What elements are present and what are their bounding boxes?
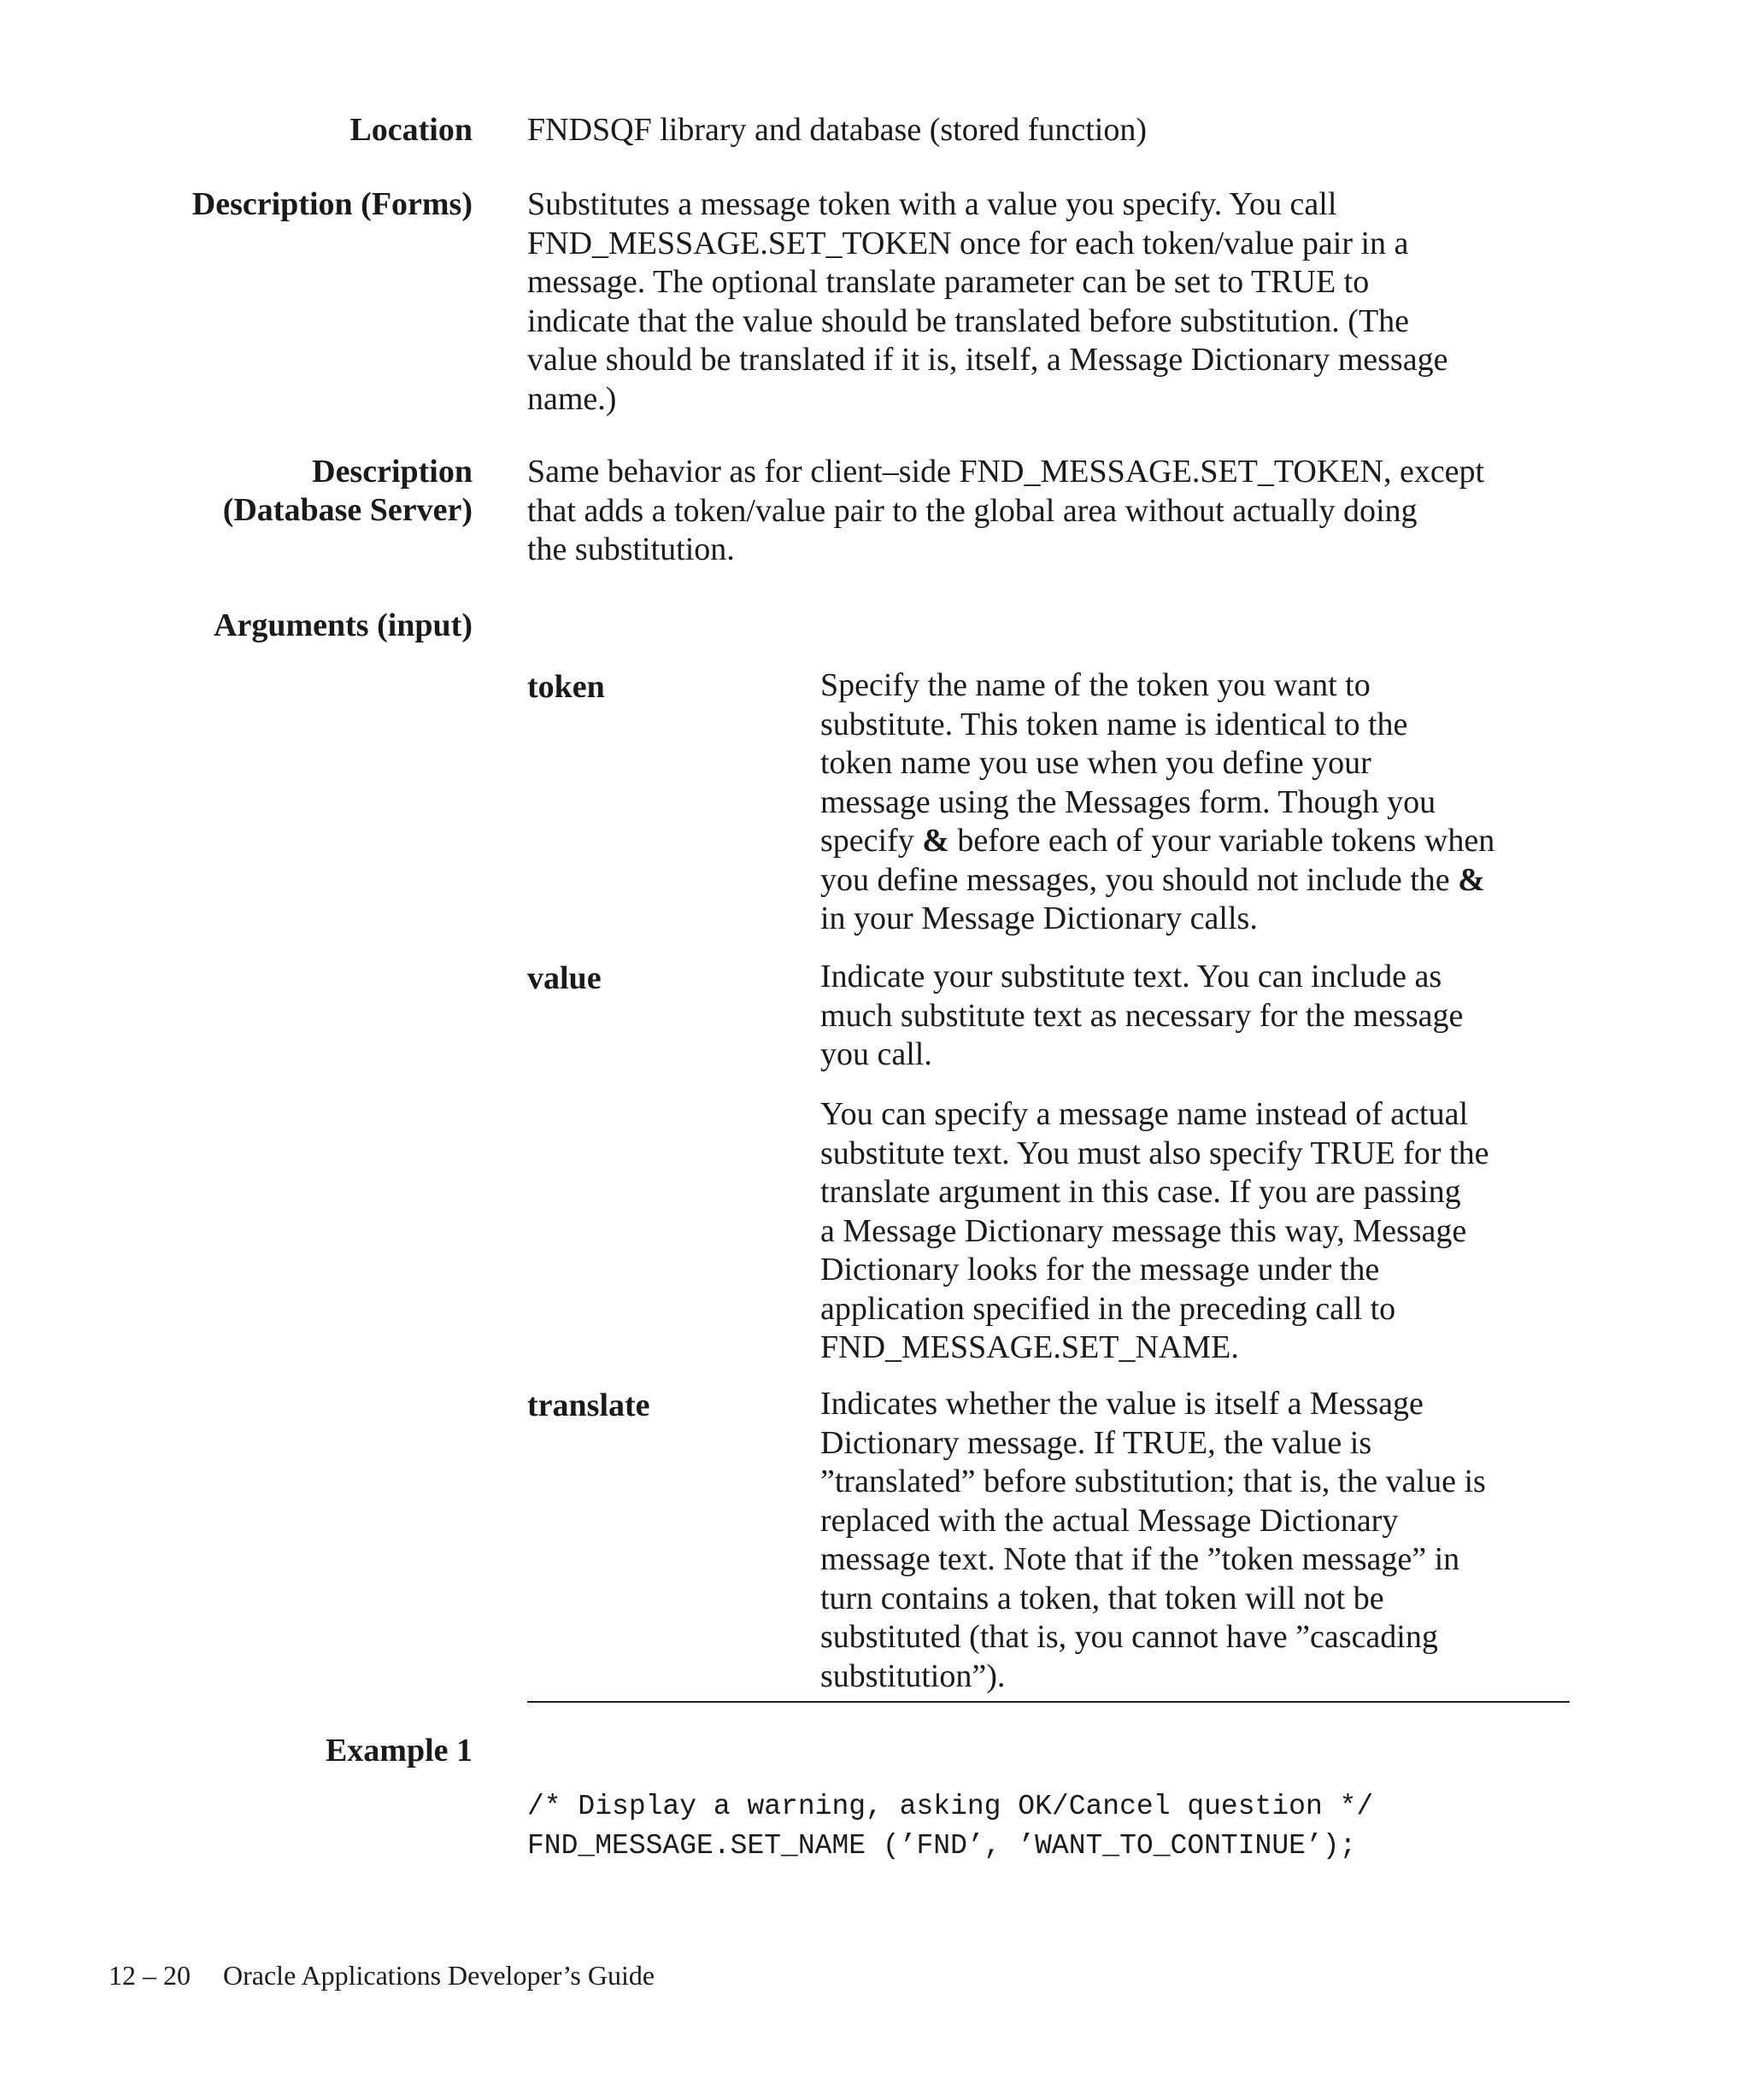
description-forms-text [527,185,1578,419]
text-line: Specify the name of the token you want to [820,667,1371,703]
description-forms-label: Description (Forms) [191,186,473,222]
text-line [820,861,1572,900]
text-fragment: you define messages, you should not include the [820,861,1459,898]
page-number: 12 – 20 [109,1960,191,1991]
text-line: substitute text. You must also specify TRUE for the [820,1135,1489,1171]
text-line: Substitutes a message token with a value you specify. You call [527,186,1337,222]
text-line: indicate that the value should be translated before substitution. (The [527,302,1410,339]
arg-token-description [820,666,1572,939]
ampersand-symbol: & [922,823,949,859]
arg-token-name: token [527,669,605,705]
text-line: FND_MESSAGE.SET_NAME. [820,1329,1239,1365]
text-line: substitution”). [820,1657,1006,1694]
label-line: Description [312,454,473,490]
text-fragment: before each of your variable tokens when [948,823,1495,859]
table-end-rule [527,1701,1570,1703]
text-line: turn contains a token, that token will not be [820,1580,1384,1616]
ampersand-symbol: & [1458,861,1485,898]
text-line: FND_MESSAGE.SET_TOKEN once for each token/value pair in a [527,225,1409,261]
text-line: application specified in the preceding call to [820,1290,1396,1327]
text-line: substitute. This token name is identical to the [820,706,1408,742]
text-line: Dictionary looks for the message under the [820,1252,1380,1288]
description-db-text [527,453,1578,570]
code-line: /* Display a warning, asking OK/Cancel question */ [527,1791,1374,1822]
arg-value-description-p2 [820,1095,1572,1368]
text-line: in your Message Dictionary calls. [820,900,1258,936]
text-fragment: specify [820,823,923,859]
text-line: message. The optional translate parameter can be set to TRUE to [527,264,1370,300]
arg-translate-name: translate [527,1387,650,1423]
example1-label: Example 1 [325,1733,473,1769]
text-line: token name you use when you define your [820,745,1371,781]
arg-translate-description [820,1385,1572,1696]
description-db-label [223,453,473,530]
text-line: Indicate your substitute text. You can include as [820,959,1442,994]
location-label: Location [349,112,473,148]
text-line: You can specify a message name instead of actual [820,1096,1468,1132]
text-line: value should be translated if it is, itself, a Message Dictionary message [527,342,1448,378]
text-line: much substitute text as necessary for the message [820,997,1464,1034]
text-line: message text. Note that if the ”token message” in [820,1541,1460,1577]
text-line: you call. [820,1036,932,1072]
text-line: that adds a token/value pair to the global area without actually doing [527,492,1418,529]
text-line: ”translated” before substitution; that is, the value is [820,1464,1486,1499]
text-line: Dictionary message. If TRUE, the value is [820,1424,1372,1461]
text-line [820,822,1572,861]
arguments-label: Arguments (input) [214,607,473,643]
text-line: FNDSQF library and database (stored function) [527,112,1148,148]
text-line: the substitution. [527,531,735,567]
label-line: (Database Server) [222,492,473,528]
code-line: FND_MESSAGE.SET_NAME (’FND’, ’WANT_TO_CONTINUE’); [527,1830,1357,1862]
book-title: Oracle Applications Developer’s Guide [223,1960,655,1991]
text-line: Same behavior as for client–side FND_MESSAGE.SET_TOKEN, except [527,454,1485,490]
text-line: message using the Messages form. Though you [820,783,1436,820]
text-line: name.) [527,380,617,417]
text-line: Indicates whether the value is itself a Message [820,1386,1424,1422]
arg-value-description-p1 [820,958,1572,1075]
example1-code-block [527,1787,1373,1866]
location-text [527,111,1578,150]
text-line: translate argument in this case. If you are passing [820,1174,1461,1210]
text-line: substituted (that is, you cannot have ”cascading [820,1619,1438,1655]
arg-value-name: value [527,960,602,996]
text-line: replaced with the actual Message Dictionary [820,1502,1399,1539]
text-line: a Message Dictionary message this way, Message [820,1212,1467,1249]
page-footer [109,1958,655,1992]
